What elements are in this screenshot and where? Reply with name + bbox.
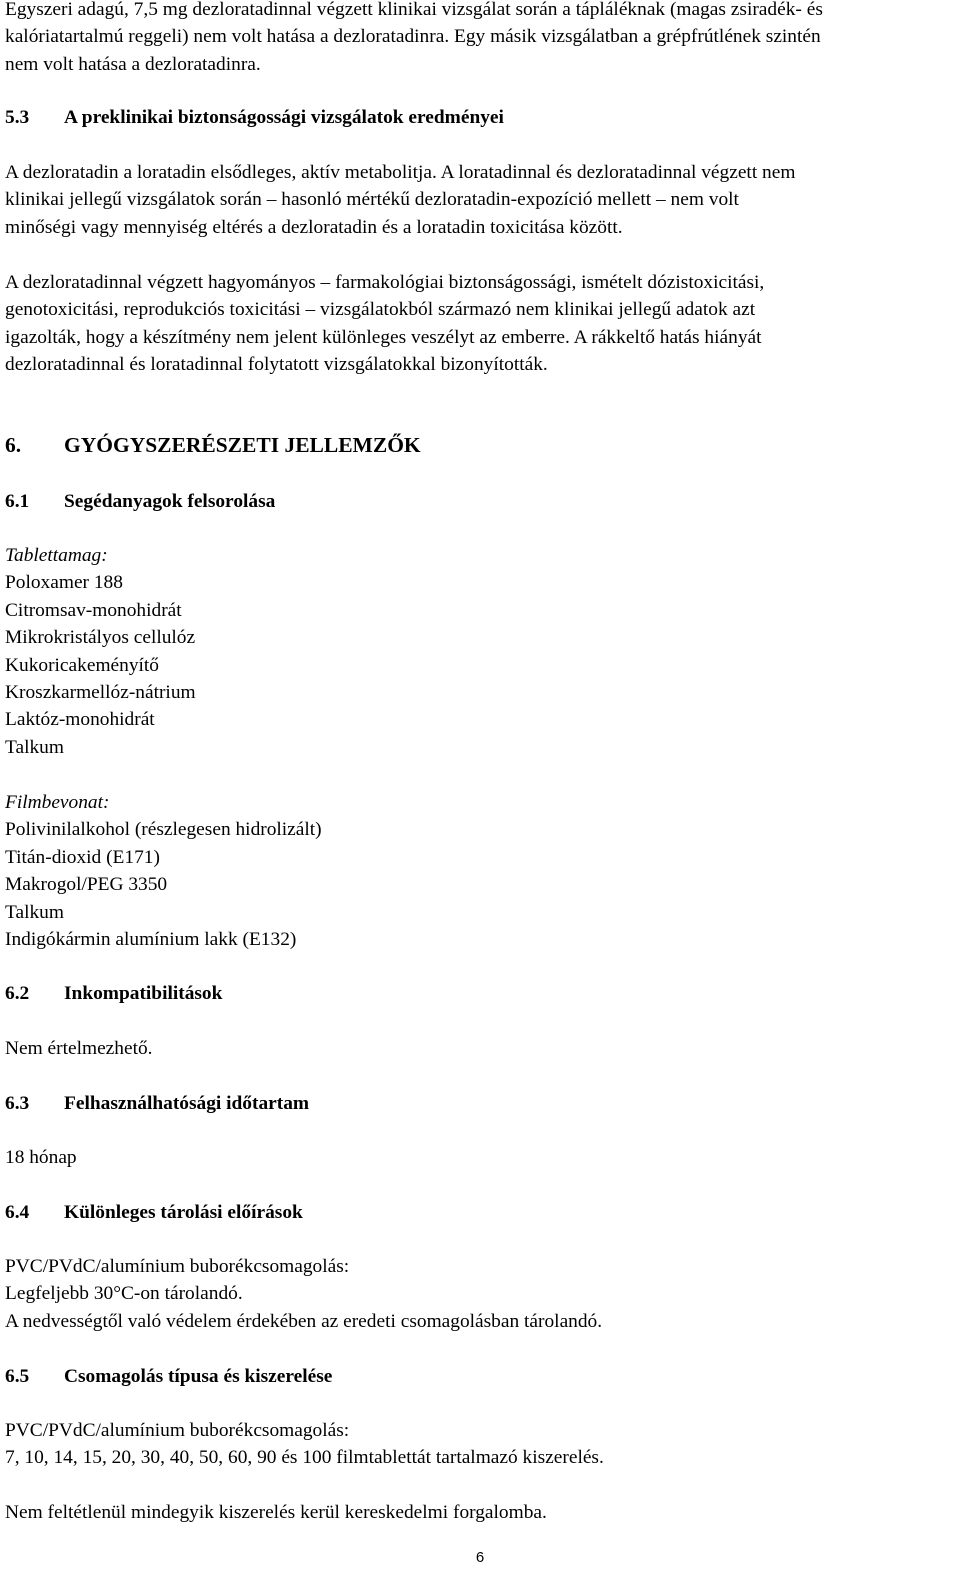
excipient-item: Talkum xyxy=(5,736,64,758)
section-5-3-paragraph-2 xyxy=(5,269,764,379)
excipient-item: Mikrokristályos cellulóz xyxy=(5,627,196,649)
excipient-item: Poloxamer 188 xyxy=(5,572,123,594)
section-title: Inkompatibilitások xyxy=(64,983,223,1004)
film-coating-block xyxy=(5,789,322,953)
excipient-item: Kroszkarmellóz-nátrium xyxy=(5,682,196,704)
section-6-5-note: Nem feltétlenül mindegyik kiszerelés kerül kereskedelmi forgalomba. xyxy=(5,1502,547,1523)
paragraph-line: igazolták, hogy a készítmény nem jelent különleges veszélyt az emberre. A rákkeltő hatás hiányát xyxy=(5,326,762,348)
film-coating-label: Filmbevonat: xyxy=(5,792,110,813)
intro-line: kalóriatartalmú reggeli) nem volt hatása a dezloratadinra. Egy másik vizsgálatban a grépfrútlének szintén xyxy=(5,26,821,48)
section-number: 6.4 xyxy=(5,1202,30,1223)
paragraph-line: 7, 10, 14, 15, 20, 30, 40, 50, 60, 90 és 100 filmtablettát tartalmazó kiszerelés. xyxy=(5,1447,604,1469)
excipient-item: Polivinilalkohol (részlegesen hidrolizált) xyxy=(5,819,322,841)
film-coating-list xyxy=(5,816,322,953)
paragraph-line: A dezloratadin a loratadin elsődleges, aktív metabolitja. A loratadinnal és dezloratadinnal végzett nem xyxy=(5,162,796,183)
section-number: 6.5 xyxy=(5,1366,30,1387)
section-6-4-text xyxy=(5,1253,602,1335)
paragraph-line: minőségi vagy mennyiség eltérés a dezloratadin és a loratadin toxicitása között. xyxy=(5,216,623,238)
section-6-1-heading xyxy=(5,488,275,515)
section-title: Segédanyagok felsorolása xyxy=(64,491,276,512)
section-6-5-text xyxy=(5,1417,604,1472)
excipient-item: Indigókármin alumínium lakk (E132) xyxy=(5,929,297,951)
paragraph-line: dezloratadinnal és loratadinnal folytatott vizsgálatokkal bizonyították. xyxy=(5,354,548,376)
section-5-3-heading xyxy=(5,104,504,131)
excipient-item: Talkum xyxy=(5,901,64,923)
paragraph-line: PVC/PVdC/alumínium buborékcsomagolás: xyxy=(5,1256,350,1277)
section-number: 6.1 xyxy=(5,491,30,512)
excipient-item: Titán-dioxid (E171) xyxy=(5,846,160,868)
section-title: A preklinikai biztonságossági vizsgálatok eredményei xyxy=(64,107,504,128)
paragraph-line: A nedvességtől való védelem érdekében az eredeti csomagolásban tárolandó. xyxy=(5,1310,603,1332)
section-6-2-heading xyxy=(5,980,222,1007)
intro-paragraph xyxy=(5,0,823,78)
section-number: 6.3 xyxy=(5,1093,30,1114)
section-title: Csomagolás típusa és kiszerelése xyxy=(64,1366,333,1387)
section-6-2-text: Nem értelmezhető. xyxy=(5,1038,153,1059)
excipient-item: Makrogol/PEG 3350 xyxy=(5,874,168,896)
section-6-heading xyxy=(5,432,421,459)
section-6-3-heading xyxy=(5,1090,309,1117)
tablet-core-list xyxy=(5,569,196,761)
section-6-4-heading xyxy=(5,1199,303,1226)
section-6-3-text: 18 hónap xyxy=(5,1147,77,1168)
section-title: GYÓGYSZERÉSZETI JELLEMZŐK xyxy=(64,433,421,457)
section-5-3-paragraph-1 xyxy=(5,159,795,241)
excipient-item: Citromsav-monohidrát xyxy=(5,599,182,621)
section-title: Felhasználhatósági időtartam xyxy=(64,1093,310,1114)
paragraph-line: genotoxicitási, reprodukciós toxicitási – vizsgálatokból származó nem klinikai jellegű adatok azt xyxy=(5,299,756,321)
section-number: 6.2 xyxy=(5,983,30,1004)
tablet-core-block xyxy=(5,542,196,761)
section-title: Különleges tárolási előírások xyxy=(64,1202,303,1223)
section-number: 6. xyxy=(5,433,22,457)
paragraph-line: Legfeljebb 30°C-on tárolandó. xyxy=(5,1283,243,1305)
intro-line: Egyszeri adagú, 7,5 mg dezloratadinnal végzett klinikai vizsgálat során a tápláléknak (magas zsiradék- és xyxy=(5,0,823,20)
section-number: 5.3 xyxy=(5,107,30,128)
excipient-item: Kukoricakeményítő xyxy=(5,654,159,676)
paragraph-line: PVC/PVdC/alumínium buborékcsomagolás: xyxy=(5,1420,350,1441)
excipient-item: Laktóz-monohidrát xyxy=(5,709,155,731)
page-number: 6 xyxy=(475,1549,485,1566)
paragraph-line: klinikai jellegű vizsgálatok során – hasonló mértékű dezloratadin-expozíció mellett – nem volt xyxy=(5,189,739,211)
tablet-core-label: Tablettamag: xyxy=(5,545,108,566)
paragraph-line: A dezloratadinnal végzett hagyományos – farmakológiai biztonságossági, ismételt dózistoxicitási, xyxy=(5,272,765,293)
section-6-5-heading xyxy=(5,1363,332,1390)
intro-line: nem volt hatása a dezloratadinra. xyxy=(5,53,261,75)
